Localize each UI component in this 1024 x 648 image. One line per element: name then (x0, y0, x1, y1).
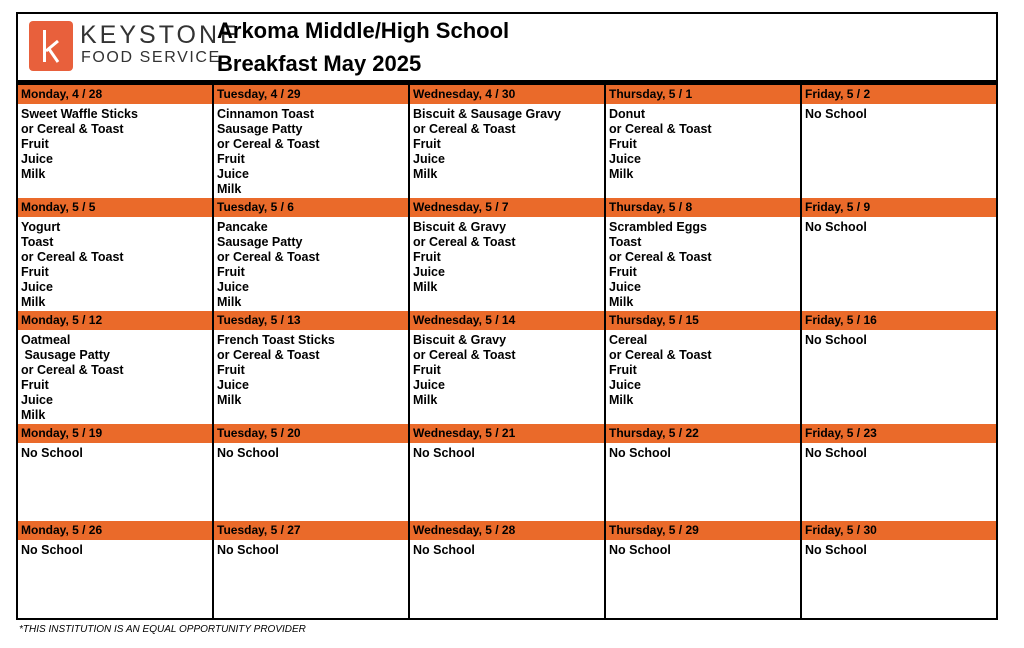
menu-item: Sausage Patty (217, 235, 303, 249)
day-header: Monday, 5 / 26 (18, 521, 212, 540)
equal-opportunity-note: *THIS INSTITUTION IS AN EQUAL OPPORTUNITY PROVIDER (19, 624, 306, 635)
menu-item: Fruit (217, 265, 245, 279)
menu-item-list (410, 330, 604, 408)
day-header: Tuesday, 5 / 6 (214, 198, 408, 217)
menu-item: Fruit (413, 363, 441, 377)
menu-item-list (18, 540, 212, 558)
day-header: Wednesday, 5 / 28 (410, 521, 604, 540)
menu-item: Fruit (609, 265, 637, 279)
menu-item: No School (805, 446, 867, 460)
logo-name: KEYSTONE (80, 21, 240, 49)
day-cell (802, 521, 996, 618)
menu-item: Milk (413, 167, 438, 181)
menu-item-list (18, 443, 212, 461)
menu-item: or Cereal & Toast (21, 363, 124, 377)
day-cell (214, 85, 410, 198)
menu-item: Juice (217, 378, 249, 392)
menu-item: Juice (21, 280, 53, 294)
day-header: Tuesday, 5 / 20 (214, 424, 408, 443)
menu-item: Fruit (217, 363, 245, 377)
menu-item-list (606, 104, 800, 182)
menu-item-list (18, 330, 212, 423)
day-header: Thursday, 5 / 1 (606, 85, 800, 104)
day-header: Monday, 4 / 28 (18, 85, 212, 104)
menu-item: Toast (21, 235, 54, 249)
day-cell (802, 85, 996, 198)
menu-item: Milk (413, 393, 438, 407)
menu-item-list (18, 217, 212, 310)
menu-item: Milk (21, 408, 46, 422)
day-cell (410, 311, 606, 424)
menu-item: Milk (609, 393, 634, 407)
menu-item-list (802, 540, 996, 558)
day-cell (802, 311, 996, 424)
day-cell (606, 85, 802, 198)
day-cell (606, 198, 802, 311)
day-cell (18, 198, 214, 311)
menu-item: No School (805, 543, 867, 557)
menu-item: Fruit (21, 378, 49, 392)
menu-item: or Cereal & Toast (217, 348, 320, 362)
day-cell (606, 521, 802, 618)
day-cell (606, 424, 802, 521)
menu-item: Milk (413, 280, 438, 294)
day-header: Friday, 5 / 2 (802, 85, 996, 104)
menu-item: Milk (21, 295, 46, 309)
day-cell (410, 521, 606, 618)
menu-item: Juice (609, 378, 641, 392)
menu-item: Juice (413, 152, 445, 166)
keystone-k-logo-icon (29, 21, 73, 71)
menu-item: Fruit (217, 152, 245, 166)
school-title: Arkoma Middle/High School (217, 18, 510, 43)
menu-item: or Cereal & Toast (609, 250, 712, 264)
week-row (18, 198, 996, 311)
menu-title: Breakfast May 2025 (217, 51, 422, 76)
day-header: Monday, 5 / 5 (18, 198, 212, 217)
menu-item-list (410, 540, 604, 558)
menu-item: No School (413, 543, 475, 557)
menu-item: Milk (217, 393, 242, 407)
day-header: Friday, 5 / 30 (802, 521, 996, 540)
day-cell (18, 521, 214, 618)
menu-item-list (802, 330, 996, 348)
day-header: Thursday, 5 / 29 (606, 521, 800, 540)
day-header: Monday, 5 / 19 (18, 424, 212, 443)
week-row (18, 311, 996, 424)
menu-item: or Cereal & Toast (217, 250, 320, 264)
menu-item-list (410, 217, 604, 295)
menu-item: Sweet Waffle Sticks (21, 107, 138, 121)
menu-item-list (606, 540, 800, 558)
menu-item: Juice (21, 393, 53, 407)
day-header: Wednesday, 4 / 30 (410, 85, 604, 104)
logo-subtitle: FOOD SERVICE (81, 49, 221, 66)
menu-item: or Cereal & Toast (21, 122, 124, 136)
menu-item: No School (805, 220, 867, 234)
menu-item-list (214, 217, 408, 310)
week-row (18, 521, 996, 618)
menu-item: or Cereal & Toast (413, 122, 516, 136)
day-header: Wednesday, 5 / 14 (410, 311, 604, 330)
menu-item: Sausage Patty (217, 122, 303, 136)
menu-item: Fruit (413, 137, 441, 151)
menu-item-list (802, 443, 996, 461)
menu-item: or Cereal & Toast (609, 122, 712, 136)
menu-item: Fruit (413, 250, 441, 264)
menu-item: No School (805, 107, 867, 121)
menu-item: Juice (609, 280, 641, 294)
day-header: Friday, 5 / 23 (802, 424, 996, 443)
menu-item: Milk (217, 182, 242, 196)
menu-item: Fruit (21, 137, 49, 151)
menu-item-list (410, 443, 604, 461)
day-cell (214, 311, 410, 424)
menu-item: Milk (217, 295, 242, 309)
day-header: Monday, 5 / 12 (18, 311, 212, 330)
menu-item: No School (217, 446, 279, 460)
menu-item-list (410, 104, 604, 182)
day-header: Wednesday, 5 / 21 (410, 424, 604, 443)
week-row (18, 424, 996, 521)
day-cell (410, 85, 606, 198)
menu-item: Sausage Patty (21, 348, 110, 362)
day-cell (18, 85, 214, 198)
menu-item-list (214, 104, 408, 197)
menu-item: No School (21, 543, 83, 557)
menu-item: No School (413, 446, 475, 460)
menu-item: No School (609, 446, 671, 460)
menu-header (18, 14, 996, 85)
menu-item: Scrambled Eggs (609, 220, 707, 234)
day-header: Friday, 5 / 16 (802, 311, 996, 330)
day-cell (214, 198, 410, 311)
menu-item-list (802, 217, 996, 235)
menu-item: Juice (21, 152, 53, 166)
menu-item: No School (609, 543, 671, 557)
menu-item: Juice (413, 378, 445, 392)
menu-item: Biscuit & Gravy (413, 220, 507, 234)
menu-item-list (606, 443, 800, 461)
day-cell (802, 424, 996, 521)
menu-item: Fruit (21, 265, 49, 279)
menu-item: Cereal (609, 333, 648, 347)
day-cell (410, 424, 606, 521)
week-row (18, 85, 996, 198)
menu-item: Oatmeal (21, 333, 71, 347)
menu-item-list (214, 330, 408, 408)
day-header: Tuesday, 4 / 29 (214, 85, 408, 104)
day-header: Tuesday, 5 / 13 (214, 311, 408, 330)
menu-item: Fruit (609, 137, 637, 151)
day-header: Wednesday, 5 / 7 (410, 198, 604, 217)
day-header: Thursday, 5 / 22 (606, 424, 800, 443)
day-header: Thursday, 5 / 15 (606, 311, 800, 330)
menu-item-list (214, 443, 408, 461)
menu-item-list (606, 217, 800, 310)
menu-item: Biscuit & Sausage Gravy (413, 107, 561, 121)
menu-item: Yogurt (21, 220, 61, 234)
menu-item: Juice (609, 152, 641, 166)
day-header: Thursday, 5 / 8 (606, 198, 800, 217)
menu-item: Biscuit & Gravy (413, 333, 507, 347)
day-cell (214, 424, 410, 521)
menu-item: Fruit (609, 363, 637, 377)
menu-calendar-grid (18, 85, 996, 618)
menu-item: or Cereal & Toast (413, 348, 516, 362)
menu-item: Milk (609, 295, 634, 309)
day-header: Friday, 5 / 9 (802, 198, 996, 217)
day-cell (802, 198, 996, 311)
menu-item: Milk (609, 167, 634, 181)
day-cell (18, 424, 214, 521)
menu-item: Juice (413, 265, 445, 279)
day-cell (606, 311, 802, 424)
menu-item: or Cereal & Toast (21, 250, 124, 264)
menu-item: Milk (21, 167, 46, 181)
day-cell (410, 198, 606, 311)
menu-item: No School (805, 333, 867, 347)
menu-sheet (16, 12, 998, 620)
day-cell (214, 521, 410, 618)
day-header: Tuesday, 5 / 27 (214, 521, 408, 540)
menu-item: No School (21, 446, 83, 460)
menu-item: Toast (609, 235, 642, 249)
menu-item-list (18, 104, 212, 182)
menu-item-list (606, 330, 800, 408)
menu-item: No School (217, 543, 279, 557)
day-cell (18, 311, 214, 424)
menu-item: or Cereal & Toast (609, 348, 712, 362)
menu-item: or Cereal & Toast (413, 235, 516, 249)
menu-item: French Toast Sticks (217, 333, 335, 347)
menu-item: Juice (217, 167, 249, 181)
menu-item: Juice (217, 280, 249, 294)
menu-item-list (802, 104, 996, 122)
menu-item-list (214, 540, 408, 558)
menu-item: Donut (609, 107, 646, 121)
menu-item: or Cereal & Toast (217, 137, 320, 151)
menu-item: Cinnamon Toast (217, 107, 314, 121)
menu-item: Pancake (217, 220, 268, 234)
